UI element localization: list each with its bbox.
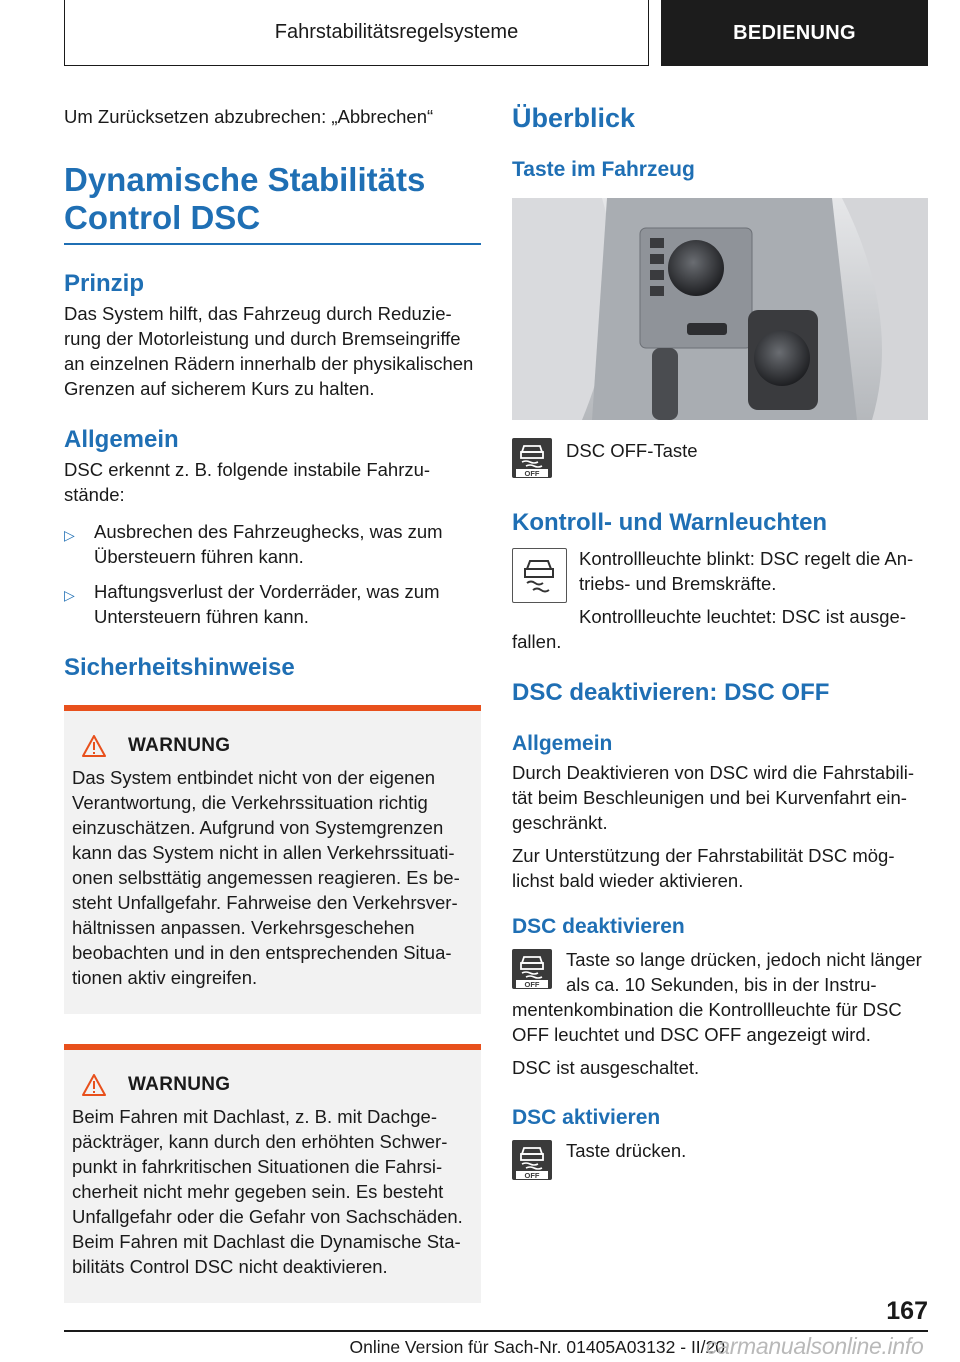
warning-triangle-icon [82, 1074, 106, 1096]
main-title [64, 161, 481, 237]
warning-box [64, 705, 481, 1014]
bullet-text: Ausbrechen des Fahrzeughecks, was zum Übersteuern führen kann. [94, 520, 443, 567]
deaktivieren-heading: DSC deaktivieren [512, 915, 685, 938]
svg-text:OFF: OFF [524, 980, 540, 989]
aktivieren-row [512, 1138, 928, 1184]
dsc-off-taste-label: DSC OFF-Taste [566, 440, 698, 461]
page-header [64, 0, 928, 66]
taste-heading: Taste im Fahrzeug [512, 158, 695, 181]
watermark: carmanualsonline.info [706, 1333, 924, 1359]
intro-text: Um Zurücksetzen abzubrechen: „Abbrechen“ [64, 106, 434, 127]
warning-box [64, 1044, 481, 1303]
deaktivieren-text-1: Taste so lange drücken, jedoch nicht länger als ca. 10 Sekunden, bis in der Instrumentenkombination die Kontrollleuchte für DSC OFF leuchtet und DSC OFF angezeigt wird. [512, 949, 922, 1045]
allgemein-heading: Allgemein [64, 425, 179, 453]
allgemein-right-text-2: Zur Unterstützung der Fahrstabilität DSC möglichst bald wieder aktivieren. [512, 845, 895, 891]
dsc-off-icon [512, 438, 552, 478]
allgemein-right-heading: Allgemein [512, 732, 613, 755]
deaktivieren-row [512, 947, 928, 1047]
warning-header [82, 1072, 473, 1098]
prinzip-heading: Prinzip [64, 269, 145, 297]
bullet-triangle-icon: ▷ [64, 586, 75, 603]
aktivieren-text: Taste drücken. [566, 1140, 687, 1161]
chapter-tab [661, 0, 928, 66]
page-number: 167 [886, 1297, 928, 1325]
dsc-warning-light-icon [512, 548, 567, 603]
section-title: Fahrstabilitätsregelsysteme [274, 21, 519, 43]
right-column [512, 96, 928, 1184]
warning-header [82, 733, 473, 759]
kontroll-row [512, 546, 928, 654]
ueberblick-heading: Überblick [512, 103, 636, 133]
dsc-off-icon [512, 949, 552, 989]
aktivieren-heading: DSC aktivieren [512, 1106, 661, 1129]
prinzip-text: Das System hilft, das Fahrzeug durch Reduzierung der Motorleistung und durch Bremseingriffe an einzelnen Rädern innerhalb der physikalischen Grenzen auf sicherem Kurs zu halten. [64, 302, 474, 399]
online-version-text: Online Version für Sach-Nr. 01405A03132 - II/20 [349, 1337, 725, 1357]
main-title-line2: Control DSC [64, 199, 261, 236]
center-console-photo [512, 198, 928, 420]
svg-text:OFF: OFF [524, 469, 540, 478]
main-title-line1: Dynamische Stabilitäts [64, 161, 426, 198]
title-underline [64, 243, 481, 245]
warning-label: WARNUNG [128, 1073, 231, 1095]
left-column [64, 96, 481, 1303]
kontroll-text-2: Kontrollleuchte leuchtet: DSC ist ausgefallen. [512, 606, 907, 652]
kontroll-text-1: Kontrollleuchte blinkt: DSC regelt die Antriebs- und Bremskräfte. [579, 548, 914, 594]
sicherheit-heading: Sicherheitshinweise [64, 653, 295, 681]
warning-text: Beim Fahren mit Dachlast, z. B. mit Dachgepäckträger, kann durch den erhöhten Schwerpunkt in fahrkritischen Situationen die Fahrsicherheit nicht mehr gegeben sein. Es besteht Unfallgefahr oder die Gefahr von Sachschäden. Beim Fahren mit Dachlast die Dynamische Stabilitäts Control DSC nicht deaktivieren. [72, 1105, 463, 1277]
deakt-heading: DSC deaktivieren: DSC OFF [512, 679, 830, 706]
svg-text:OFF: OFF [524, 1171, 540, 1180]
kontroll-heading: Kontroll- und Warnleuchten [512, 509, 828, 536]
footer-divider [64, 1330, 928, 1332]
dsc-off-icon [512, 1140, 552, 1180]
dsc-off-button-row [512, 436, 928, 482]
bullet-text: Haftungsverlust der Vorderräder, was zum Untersteuern führen kann. [94, 580, 440, 627]
list-item [64, 519, 481, 569]
warning-triangle-icon [82, 735, 106, 757]
allgemein-text: DSC erkennt z. B. folgende instabile Fahrzustände: [64, 458, 431, 505]
deaktivieren-text-2: DSC ist ausgeschaltet. [512, 1057, 700, 1078]
chapter-title: BEDIENUNG [733, 21, 856, 44]
list-item [64, 579, 481, 629]
section-tab [64, 0, 649, 66]
bullet-triangle-icon: ▷ [64, 526, 75, 543]
allgemein-right-text-1: Durch Deaktivieren von DSC wird die Fahrstabilität beim Beschleunigen und bei Kurvenfahrt eingeschränkt. [512, 762, 915, 833]
warning-text: Das System entbindet nicht von der eigenen Verantwortung, die Verkehrssituation richtig einzuschätzen. Aufgrund von Systemgrenzen kann das System nicht in allen Verkehrssituationen selbsttätig angemessen reagieren. Es besteht Unfallgefahr. Fahrweise den Verkehrsverhältnissen anpassen. Verkehrsgeschehen beobachten und in den entsprechenden Situationen aktiv eingreifen. [72, 766, 460, 988]
center-console-illustration [512, 198, 928, 420]
warning-label: WARNUNG [128, 734, 231, 756]
